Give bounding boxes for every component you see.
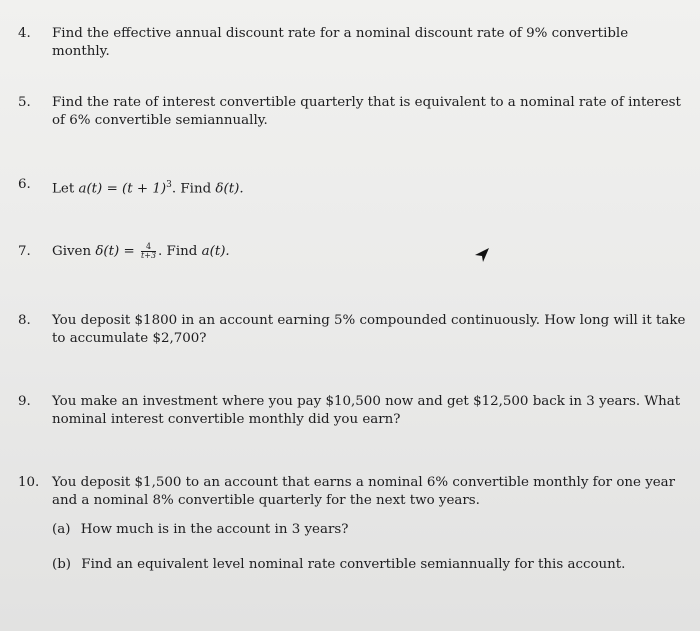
math-func: a(t) — [78, 181, 103, 197]
question-text: You make an investment where you pay $10,500 now and get $12,500 back in 3 years. What nominal interest convertible monthly did you earn? — [52, 394, 681, 427]
question-number: 7. — [18, 244, 31, 259]
question-prefix: Given — [52, 244, 92, 259]
subpart-label: (a) — [52, 522, 71, 537]
fraction-numerator: 4 — [141, 243, 156, 252]
question-number: 9. — [18, 394, 31, 409]
math-target: a(t). — [201, 244, 230, 259]
math-fraction — [141, 243, 156, 260]
question-tail: . Find — [171, 181, 212, 197]
question-text: You deposit $1800 in an account earning 5% compounded continuously. How long will it take to accumulate $2,700? — [52, 313, 686, 346]
question-text: Find the rate of interest convertible quarterly that is equivalent to a nominal rate of interest of 6% convertible semiannually. — [52, 95, 681, 128]
fraction-denominator: t+3 — [141, 251, 157, 260]
question-number: 8. — [18, 313, 31, 328]
question-text: Find the effective annual discount rate for a nominal discount rate of 9% convertible monthly. — [52, 26, 629, 59]
subpart-text: Find an equivalent level nominal rate convertible semiannually for this account. — [81, 557, 626, 572]
subpart-a — [52, 521, 348, 539]
cursor-arrow-icon — [474, 247, 490, 263]
math-func: δ(t) — [95, 244, 120, 259]
subpart-b — [52, 556, 625, 574]
question-number: 10. — [18, 475, 40, 490]
question-text — [52, 243, 688, 261]
question-tail: . Find — [158, 244, 198, 259]
question-number: 5. — [18, 95, 31, 110]
math-target: δ(t). — [215, 181, 244, 197]
question-text — [52, 176, 688, 198]
subpart-text: How much is in the account in 3 years? — [80, 522, 349, 537]
math-equals: = — [123, 244, 135, 259]
question-number: 6. — [18, 177, 31, 192]
math-expression: = (t + 1) — [106, 181, 167, 197]
math-exponent: 3 — [166, 180, 172, 190]
question-text: You deposit $1,500 to an account that earns a nominal 6% convertible monthly for one year and a nominal 8% convertible quarterly for the next two years. — [52, 475, 676, 508]
subpart-label: (b) — [52, 557, 72, 572]
question-prefix: Let — [52, 181, 75, 197]
question-number: 4. — [18, 26, 31, 41]
